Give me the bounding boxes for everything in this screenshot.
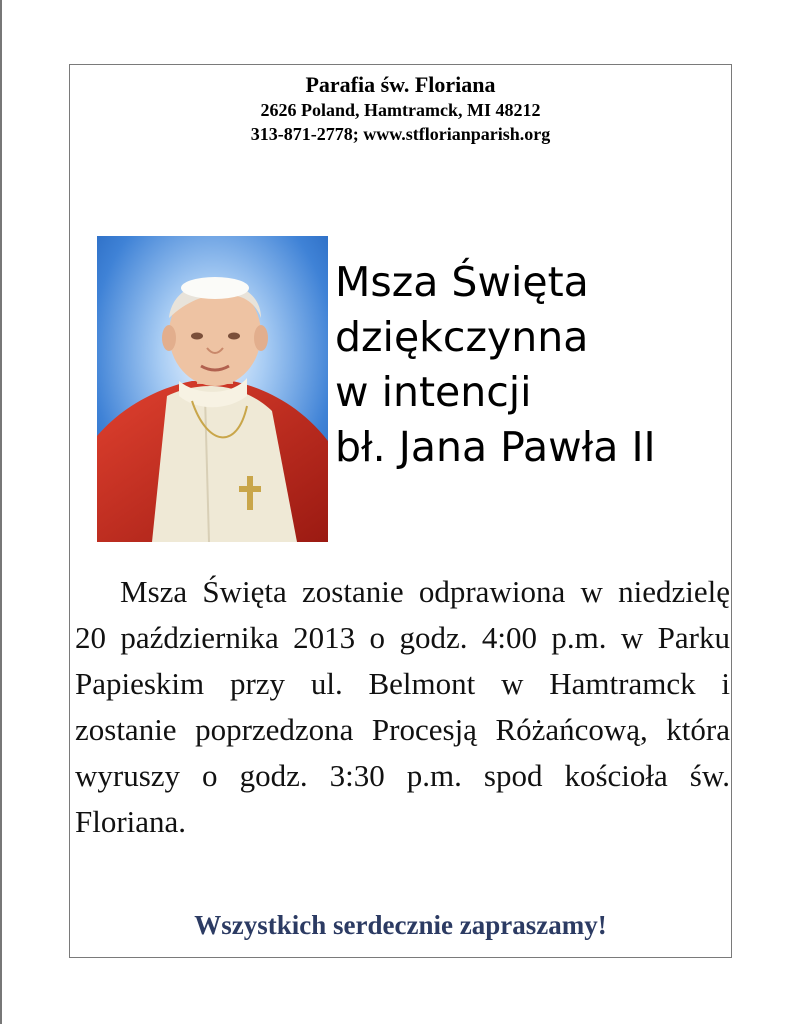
flyer-frame <box>69 64 732 958</box>
event-description <box>75 569 730 845</box>
pope-portrait <box>97 236 328 542</box>
event-title <box>335 255 735 475</box>
parish-contact: 313-871-2778; www.stflorianparish.org <box>250 124 551 144</box>
title-line: Msza Święta <box>335 258 589 306</box>
invitation-line: Wszystkich serdecznie zapraszamy! <box>194 910 607 940</box>
parish-header <box>70 71 731 146</box>
page-left-edge <box>0 0 2 1024</box>
title-line: dziękczynna <box>335 313 589 361</box>
parish-address: 2626 Poland, Hamtramck, MI 48212 <box>260 100 541 120</box>
title-line: bł. Jana Pawła II <box>335 423 656 471</box>
description-paragraph: Msza Święta zostanie odprawiona w niedzielę 20 października 2013 o godz. 4:00 p.m. w Parku Papieskim przy ul. Belmont w Hamtramck i zostanie poprzedzona Procesją Różańcową, która wyruszy o godz. 3:30 p.m. spod kościoła św. Floriana. <box>75 574 730 839</box>
title-line: w intencji <box>335 368 532 416</box>
parish-name: Parafia św. Floriana <box>305 72 496 97</box>
